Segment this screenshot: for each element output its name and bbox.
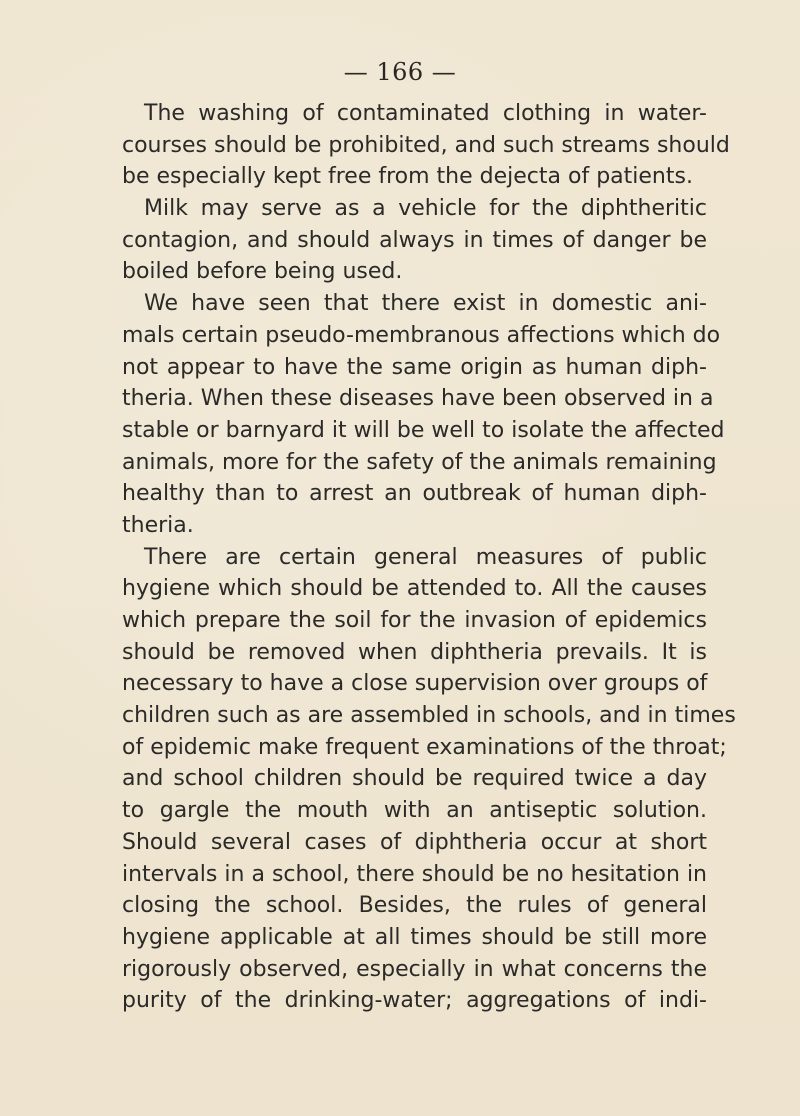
text-line: not appear to have the same origin as human diph- [122,354,707,380]
text-line: theria. [122,512,194,538]
text-line: and school children should be required twice a day [122,766,707,792]
text-line: hygiene applicable at all times should be still more [122,924,707,950]
text-line: rigorously observed, especially in what concerns the [122,956,707,982]
text-line: of epidemic make frequent examinations of the throat; [122,734,727,760]
text-line: stable or barnyard it will be well to isolate the affected [122,417,725,443]
text-line: be especially kept free from the dejecta of patients. [122,164,693,190]
text-line: contagion, and should always in times of danger be [122,227,707,253]
text-line: boiled before being used. [122,259,403,285]
text-line: mals certain pseudo-membranous affections which do [122,322,721,348]
text-line: necessary to have a close supervision over groups of [122,671,708,697]
text-line: should be removed when diphtheria prevails. It is [122,639,707,665]
text-line: theria. When these diseases have been observed in a [122,386,714,412]
text-line: children such as are assembled in schools, and in times [122,703,736,729]
text-line: animals, more for the safety of the animals remaining [122,449,717,475]
text-line: healthy than to arrest an outbreak of human diph- [122,481,707,507]
text-line: Should several cases of diphtheria occur at short [122,829,707,855]
text-line: hygiene which should be attended to. All the causes [122,576,707,602]
text-line: intervals in a school, there should be no hesitation in [122,861,707,887]
text-line: which prepare the soil for the invasion of epidemics [122,608,707,633]
body-text [122,98,736,1017]
text-line: courses should be prohibited, and such streams should [122,132,730,158]
text-line: The washing of contaminated clothing in water- [144,101,707,126]
text-line: purity of the drinking-water; aggregations of indi- [122,988,707,1014]
text-line: There are certain general measures of public [144,544,707,570]
text-line: closing the school. Besides, the rules of general [122,893,707,919]
text-line: We have seen that there exist in domestic ani- [144,291,707,317]
page-number: — 166 — [343,58,457,86]
text-line: to gargle the mouth with an antiseptic solution. [122,798,707,824]
text-line: Milk may serve as a vehicle for the diphtheritic [144,196,707,222]
